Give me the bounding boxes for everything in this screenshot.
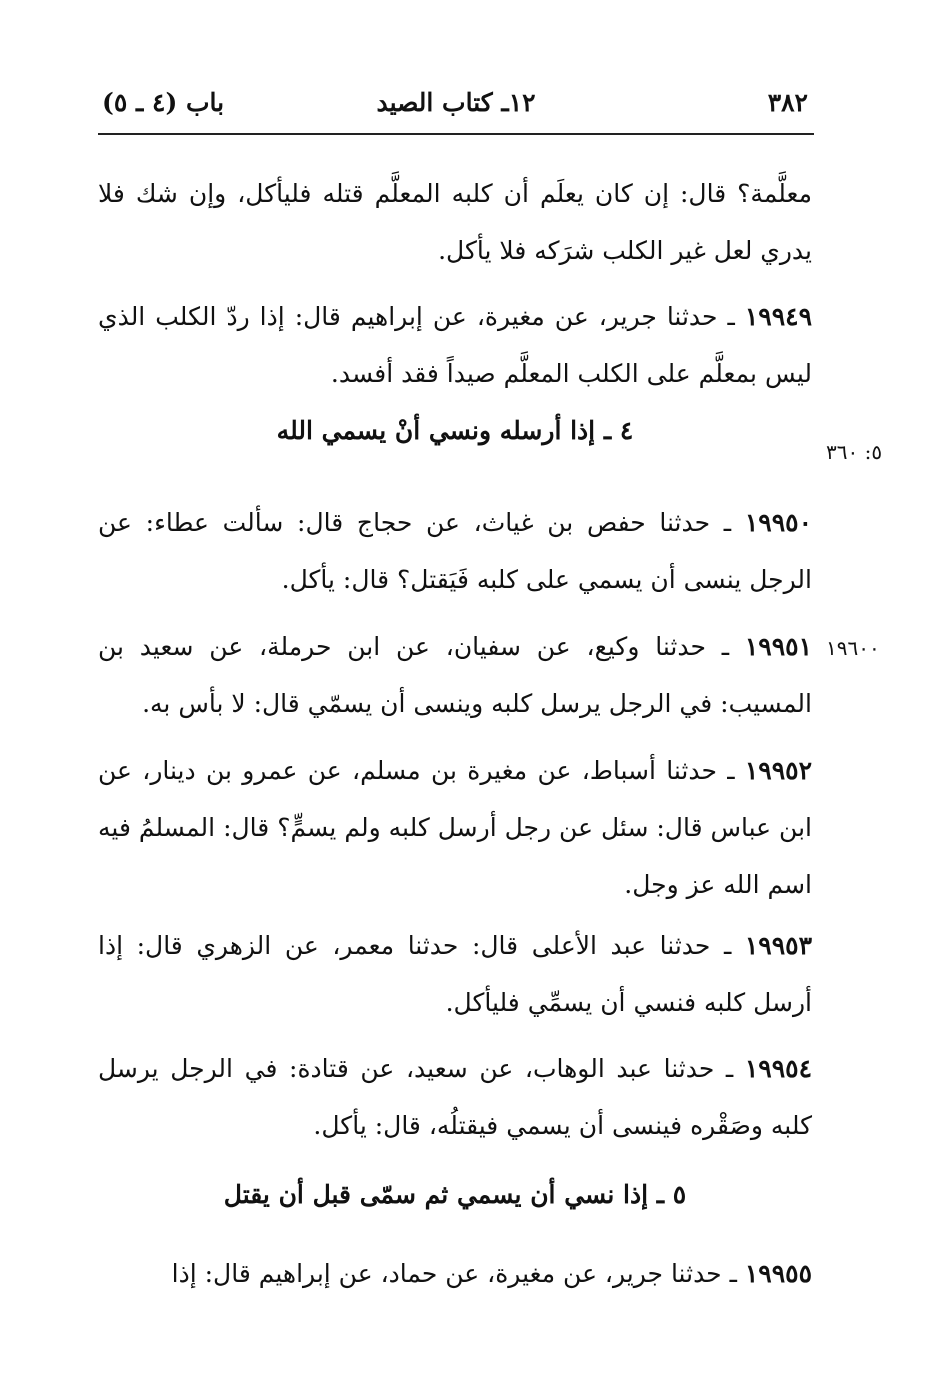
hadith-text — [98, 917, 812, 1031]
hadith-body: ـ حدثنا وكيع، عن سفيان، عن ابن حرملة، عن سعيد بن المسيب: في الرجل يرسل كلبه وينسى أن يسمّي قال: لا بأس به. — [98, 632, 812, 718]
hadith-number: ١٩٩٥٣ — [744, 931, 812, 960]
hadith-number: ١٩٩٥٥ — [744, 1259, 812, 1288]
book-title: ١٢ـ كتاب الصيد — [376, 88, 536, 117]
page-number: ٣٨٢ — [767, 88, 808, 117]
hadith-19954 — [98, 1040, 812, 1154]
margin-note-volume: ٥: ٣٦٠ — [826, 440, 883, 464]
hadith-body: ـ حدثنا أسباط، عن مغيرة بن مسلم، عن عمرو بن دينار، عن ابن عباس قال: سئل عن رجل أرسل كلبه ولم يسمٍّ؟ قال: المسلمُ فيه اسم الله عز وجل. — [98, 756, 812, 899]
margin-note-number: ١٩٦٠٠ — [826, 636, 880, 660]
hadith-19949 — [98, 288, 812, 402]
hadith-19955 — [98, 1245, 812, 1302]
hadith-19950 — [98, 494, 812, 608]
hadith-body: ـ حدثنا حفص بن غياث، عن حجاج قال: سألت عطاء: عن الرجل ينسى أن يسمي على كلبه فَيَقتل؟ قال: يأكل. — [98, 508, 812, 594]
hadith-text — [98, 288, 812, 402]
hadith-19953 — [98, 917, 812, 1031]
hadith-text — [98, 618, 812, 732]
paragraph — [98, 165, 812, 279]
page-header — [98, 88, 814, 128]
hadith-body: ـ حدثنا جرير، عن مغيرة، عن حماد، عن إبراهيم قال: إذا — [171, 1259, 745, 1288]
paragraph-text: معلَّمة؟ قال: إن كان يعلَم أن كلبه المعلَّم قتله فليأكل، وإن شك فلا يدري لعل غير الكلب شرَكه فلا يأكل. — [98, 179, 812, 265]
hadith-number: ١٩٩٥٠ — [744, 508, 812, 537]
hadith-body: ـ حدثنا عبد الأعلى قال: حدثنا معمر، عن الزهري قال: إذا أرسل كلبه فنسي أن يسمِّي فليأكل. — [98, 931, 812, 1017]
hadith-text — [98, 1040, 812, 1154]
hadith-number: ١٩٩٤٩ — [744, 302, 812, 331]
hadith-number: ١٩٩٥٤ — [744, 1054, 812, 1083]
hadith-19951 — [98, 618, 812, 732]
hadith-number: ١٩٩٥٢ — [744, 756, 812, 785]
hadith-body: ـ حدثنا جرير، عن مغيرة، عن إبراهيم قال: إذا ردّ الكلب الذي ليس بمعلَّم على الكلب المعلَّم صيداً فقد أفسد. — [98, 302, 812, 388]
section-heading-4: ٤ ـ إذا أرسله ونسي أنْ يسمي الله — [276, 416, 634, 445]
hadith-text — [98, 494, 812, 608]
hadith-text — [98, 742, 812, 913]
section-heading-5: ٥ ـ إذا نسي أن يسمي ثم سمّى قبل أن يقتل — [223, 1180, 687, 1209]
hadith-text — [98, 1245, 812, 1302]
hadith-body: ـ حدثنا عبد الوهاب، عن سعيد، عن قتادة: في الرجل يرسل كلبه وصَقْره فينسى أن يسمي فيقتلُه، قال: يأكل. — [98, 1054, 812, 1140]
chapter-reference: باب (٤ ـ ٥) — [102, 88, 225, 117]
hadith-19952 — [98, 742, 812, 913]
header-rule — [98, 133, 814, 135]
hadith-number: ١٩٩٥١ — [744, 632, 812, 661]
